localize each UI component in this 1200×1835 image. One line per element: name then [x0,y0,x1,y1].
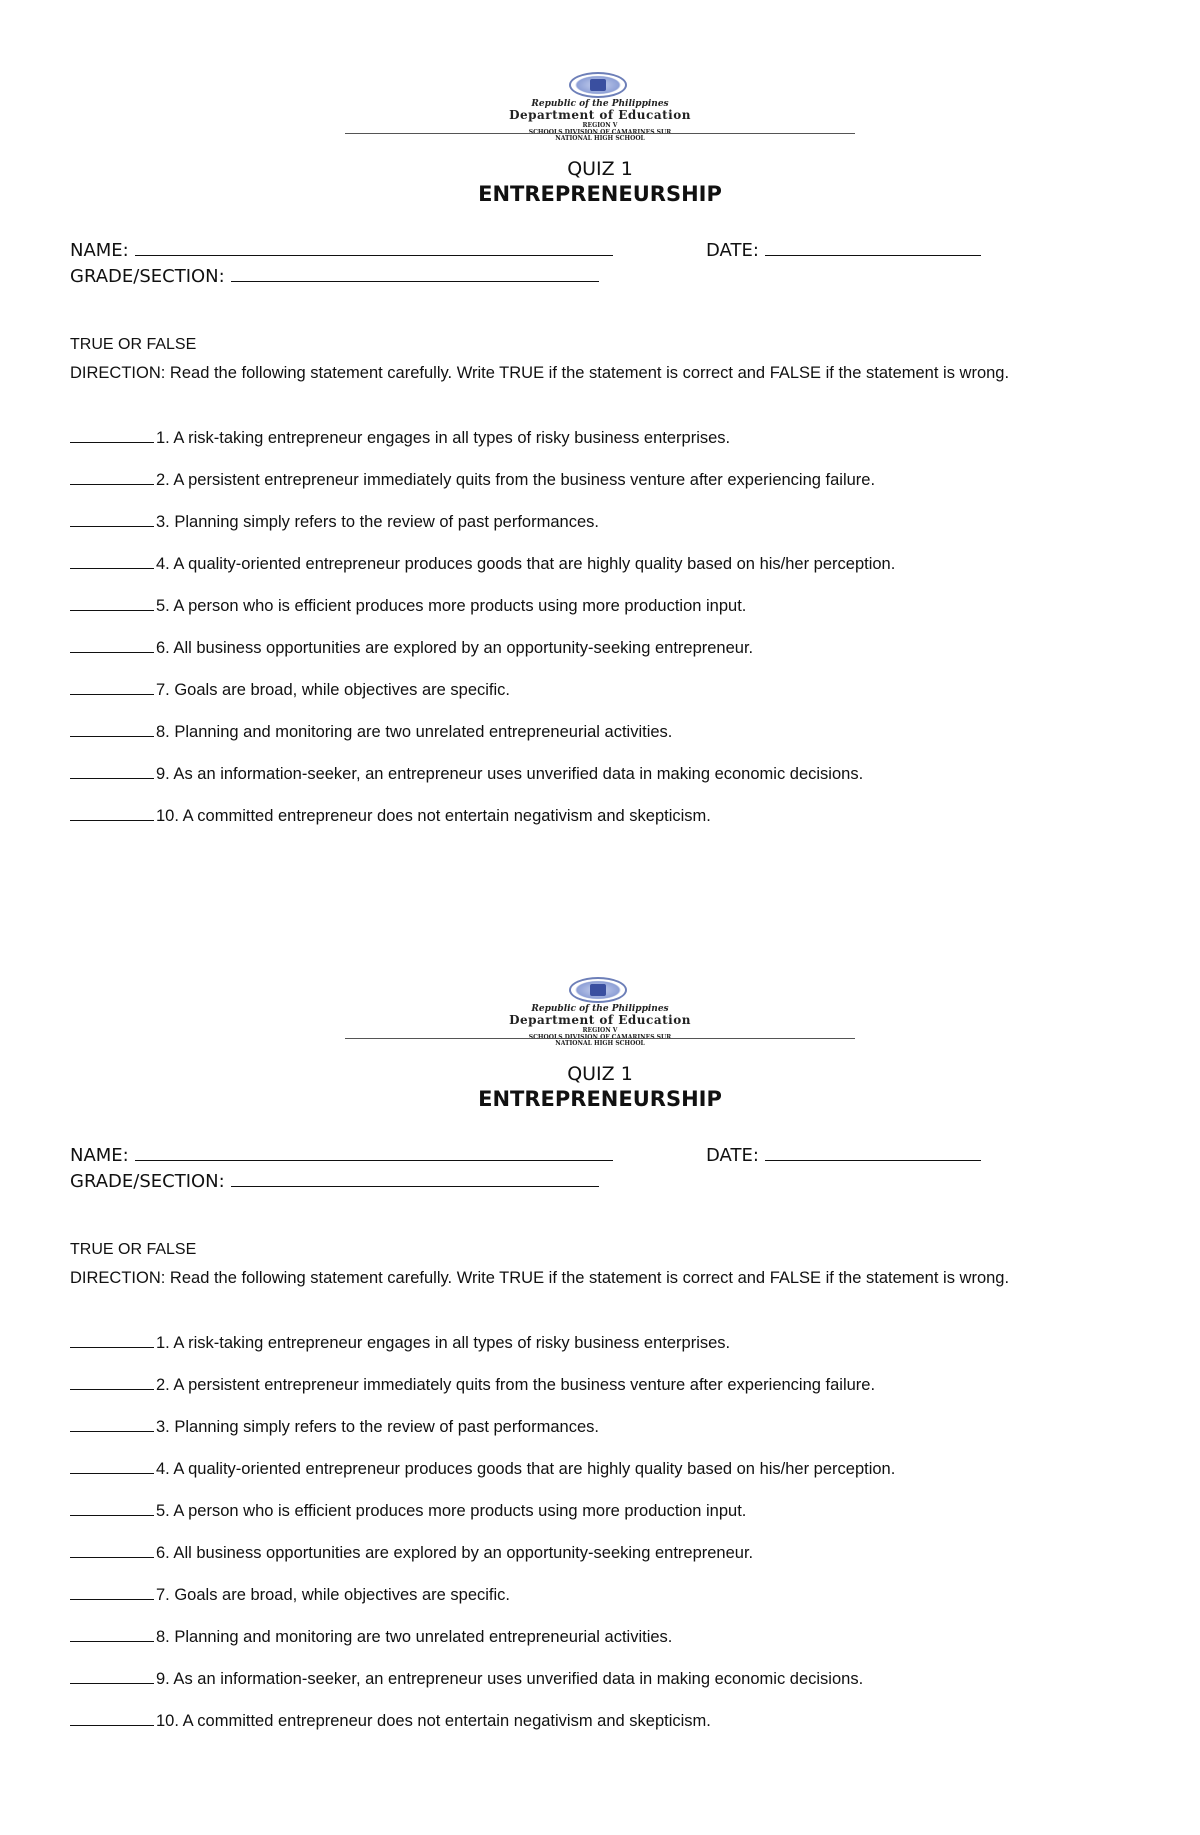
answer-blank[interactable] [70,428,154,443]
date-field [706,237,981,261]
question-text: 10. A committed entrepreneur does not entertain negativism and skepticism. [156,1712,711,1730]
header-republic: Republic of the Philippines [531,1004,669,1014]
date-blank[interactable] [765,237,981,256]
answer-blank[interactable] [70,1585,154,1600]
answer-blank[interactable] [70,1501,154,1516]
name-blank[interactable] [135,237,613,256]
question-text: 5. A person who is efficient produces more products using more production input. [156,1502,747,1520]
school-header [345,977,855,1047]
name-label: NAME: [70,1145,129,1166]
question-text: 8. Planning and monitoring are two unrelated entrepreneurial activities. [156,1628,673,1646]
quiz-subject: ENTREPRENEURSHIP [478,182,722,206]
name-label: NAME: [70,240,129,261]
answer-blank[interactable] [70,722,154,737]
header-school: NATIONAL HIGH SCHOOL [555,135,645,142]
quiz-sheet-1 [0,0,1200,900]
grade-section-label: GRADE/SECTION: [70,266,225,287]
question-item [70,428,1150,470]
question-text: 9. As an information-seeker, an entrepreneur uses unverified data in making economic decisions. [156,1670,864,1688]
question-item [70,764,1150,806]
answer-blank[interactable] [70,1543,154,1558]
header-divider [345,1038,855,1039]
header-republic: Republic of the Philippines [531,99,669,109]
answer-blank[interactable] [70,470,154,485]
question-item [70,470,1150,512]
direction-label: DIRECTION: [70,1269,166,1287]
question-text: 2. A persistent entrepreneur immediately quits from the business venture after experiencing failure. [156,1376,876,1394]
question-text: 3. Planning simply refers to the review of past performances. [156,1418,599,1436]
grade-section-field [70,1168,599,1192]
question-text: 8. Planning and monitoring are two unrelated entrepreneurial activities. [156,723,673,741]
question-text: 6. All business opportunities are explored by an opportunity-seeking entrepreneur. [156,1544,754,1562]
question-text: 10. A committed entrepreneur does not entertain negativism and skepticism. [156,807,711,825]
direction-text [70,360,1130,386]
date-blank[interactable] [765,1142,981,1161]
question-item [70,1585,1150,1627]
question-text: 4. A quality-oriented entrepreneur produces goods that are highly quality based on his/her perception. [156,1460,896,1478]
answer-blank[interactable] [70,638,154,653]
question-item [70,512,1150,554]
school-header [345,72,855,142]
header-department: Department of Education [509,108,691,122]
answer-blank[interactable] [70,1711,154,1726]
question-item [70,722,1150,764]
answer-blank[interactable] [70,806,154,821]
answer-blank[interactable] [70,1417,154,1432]
answer-blank[interactable] [70,1669,154,1684]
section-label: TRUE OR FALSE [70,1241,197,1258]
deped-seal-icon [569,72,627,98]
question-item [70,1501,1150,1543]
answer-blank[interactable] [70,680,154,695]
direction-body: Read the following statement carefully. Write TRUE if the statement is correct and FALSE if the statement is wrong. [165,1269,1010,1287]
answer-blank[interactable] [70,1627,154,1642]
question-text: 2. A persistent entrepreneur immediately quits from the business venture after experiencing failure. [156,471,876,489]
quiz-title: QUIZ 1 [567,1063,633,1085]
answer-blank[interactable] [70,596,154,611]
grade-section-label: GRADE/SECTION: [70,1171,225,1192]
date-label: DATE: [706,1145,759,1166]
question-text: 5. A person who is efficient produces more products using more production input. [156,597,747,615]
header-division: SCHOOLS DIVISION OF CAMARINES SUR [528,1034,672,1041]
answer-blank[interactable] [70,1459,154,1474]
section-label: TRUE OR FALSE [70,336,197,353]
grade-section-blank[interactable] [231,1168,599,1187]
name-field [70,237,613,261]
question-text: 7. Goals are broad, while objectives are specific. [156,1586,511,1604]
header-school: NATIONAL HIGH SCHOOL [555,1040,645,1047]
question-text: 3. Planning simply refers to the review of past performances. [156,513,599,531]
direction-body: Read the following statement carefully. Write TRUE if the statement is correct and FALSE if the statement is wrong. [165,364,1010,382]
grade-section-field [70,263,599,287]
answer-blank[interactable] [70,764,154,779]
question-item [70,1627,1150,1669]
question-item [70,1333,1150,1375]
question-text: 7. Goals are broad, while objectives are specific. [156,681,511,699]
name-field [70,1142,613,1166]
question-text: 6. All business opportunities are explored by an opportunity-seeking entrepreneur. [156,639,754,657]
direction-text [70,1265,1130,1291]
answer-blank[interactable] [70,554,154,569]
question-item [70,1543,1150,1585]
question-list [70,428,1150,848]
question-item [70,1417,1150,1459]
header-division: SCHOOLS DIVISION OF CAMARINES SUR [528,129,672,136]
question-item [70,554,1150,596]
question-item [70,596,1150,638]
question-item [70,1459,1150,1501]
question-text: 1. A risk-taking entrepreneur engages in all types of risky business enterprises. [156,429,731,447]
quiz-title: QUIZ 1 [567,158,633,180]
header-region: REGION V [582,122,618,129]
question-item [70,806,1150,848]
question-text: 1. A risk-taking entrepreneur engages in all types of risky business enterprises. [156,1334,731,1352]
header-divider [345,133,855,134]
quiz-subject: ENTREPRENEURSHIP [478,1087,722,1111]
deped-seal-icon [569,977,627,1003]
quiz-sheet-2 [0,905,1200,1805]
question-text: 4. A quality-oriented entrepreneur produces goods that are highly quality based on his/her perception. [156,555,896,573]
answer-blank[interactable] [70,1333,154,1348]
question-item [70,638,1150,680]
question-item [70,1711,1150,1753]
name-blank[interactable] [135,1142,613,1161]
direction-label: DIRECTION: [70,364,166,382]
question-item [70,1375,1150,1417]
date-field [706,1142,981,1166]
question-item [70,1669,1150,1711]
answer-blank[interactable] [70,512,154,527]
question-item [70,680,1150,722]
header-department: Department of Education [509,1013,691,1027]
date-label: DATE: [706,240,759,261]
question-list [70,1333,1150,1753]
question-text: 9. As an information-seeker, an entrepreneur uses unverified data in making economic decisions. [156,765,864,783]
header-region: REGION V [582,1027,618,1034]
grade-section-blank[interactable] [231,263,599,282]
answer-blank[interactable] [70,1375,154,1390]
